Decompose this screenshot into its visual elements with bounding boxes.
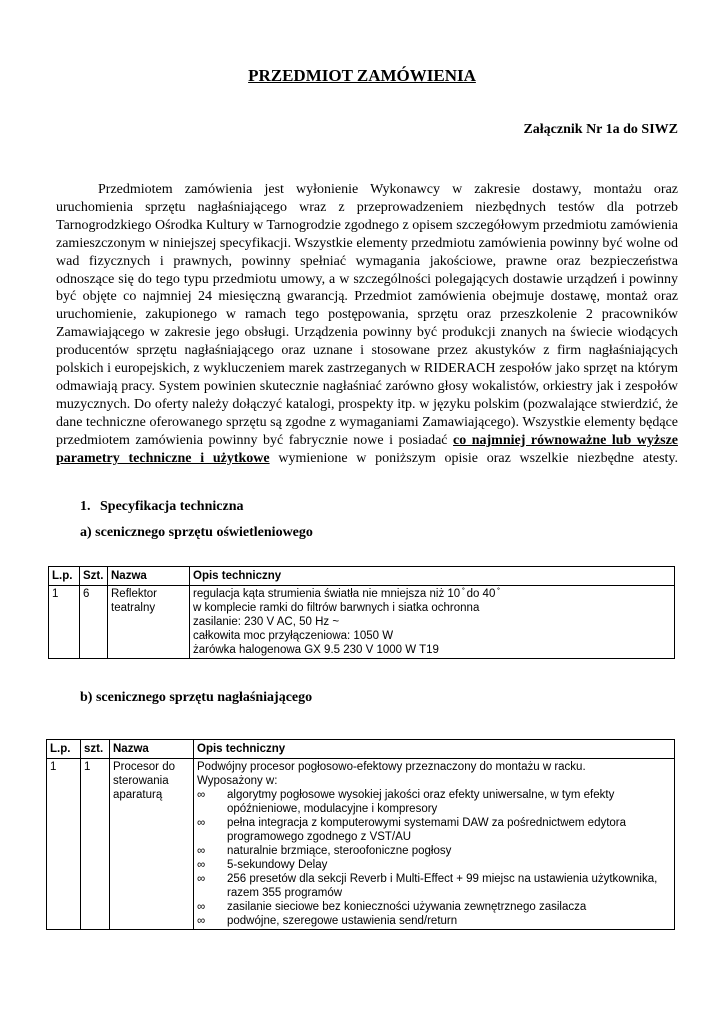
infinity-bullet-icon: ∞	[197, 873, 206, 885]
list-item-text: podwójne, szeregowe ustawienia send/return	[227, 915, 458, 927]
cell-qty: 6	[80, 586, 108, 659]
header-qty: szt.	[81, 740, 110, 759]
list-item-text: zasilanie sieciowe bez konieczności używania zewnętrznego zasilacza	[227, 901, 587, 913]
infinity-bullet-icon: ∞	[197, 915, 206, 927]
infinity-bullet-icon: ∞	[197, 845, 206, 857]
header-lp: L.p.	[47, 740, 81, 759]
header-qty: Szt.	[80, 567, 108, 586]
list-item	[197, 816, 671, 844]
list-item-text: pełna integracja z komputerowymi systemami DAW za pośrednictwem edytora programowego zgodnego z VST/AU	[227, 817, 627, 843]
table-row	[47, 759, 675, 930]
list-item	[197, 914, 671, 928]
table-row	[49, 586, 675, 659]
list-item-text: algorytmy pogłosowe wysokiej jakości oraz efekty uniwersalne, w tym efekty opóźnieniowe, modulacyjne i kompresory	[227, 789, 615, 815]
cell-description	[194, 759, 675, 930]
list-item	[197, 900, 671, 914]
header-description: Opis techniczny	[190, 567, 675, 586]
list-item	[197, 858, 671, 872]
cell-description	[190, 586, 675, 659]
intro-text: Przedmiotem zamówienia jest wyłonienie Wykonawcy w zakresie dostawy, montażu oraz uruchomienia sprzętu nagłaśniającego wraz z przeprowadzeniem niezbędnych testów dla potrzeb Tarnogrodzkiego Ośrodka Kultury w Tarnogrodzie zgodnego z opisem szczegółowym przedmiotu zamówienia zamieszczonym w niniejszej specyfikacji. Wszystkie elementy przedmiotu zamówienia powinny być wolne od wad fizycznych i prawnych, powinny spełniać wymagania jakościowe, prawne oraz bezpieczeństwa odnoszące się do tego typu przedmiotu umowy, a w szczególności polegających dostawie urządzeń i powinny być objęte co najmniej 24 miesięczną gwarancją. Przedmiot zamówienia obejmuje dostawę, montaż oraz uruchomienie, zakupionego w ramach tego postępowania, sprzętu oraz przeszkolenie 2 pracowników Zamawiającego w zakresie jego obsługi. Urządzenia powinny być produkcji znanych na świecie wiodących producentów sprzętu nagłaśniającego oraz uznane i stosowane przez akustyków z firm nagłaśniających polskich i europejskich, z wykluczeniem marek zastrzeganych w RIDERACH zespołów jako sprzęt na którym odmawiają pracy. System powinien skutecznie nagłaśniać zarówno głosy wokalistów, orkiestry jak i zespołów muzycznych. Do oferty należy dołączyć katalogi, prospekty itp. w języku polskim (pozwalające stwierdzić, że dane techniczne oferowanego sprzętu są zgodne z wymaganiami Zamawiającego). Wszystkie elementy będące przedmiotem zamówienia powinny być fabrycznie nowe i posiadać	[56, 182, 678, 448]
list-item	[197, 872, 671, 900]
desc-intro: Wyposażony w:	[197, 775, 278, 787]
section-number: 1.	[80, 499, 91, 514]
desc-intro: Podwójny procesor pogłosowo-efektowy przeznaczony do montażu w racku.	[197, 761, 586, 773]
cell-lp: 1	[49, 586, 80, 659]
desc-line: żarówka halogenowa GX 9.5 230 V 1000 W T19	[193, 644, 439, 656]
infinity-bullet-icon: ∞	[197, 789, 206, 801]
section-label: Specyfikacja techniczna	[100, 499, 244, 514]
subsection-sound: b) scenicznego sprzętu nagłaśniającego	[80, 690, 313, 705]
header-lp: L.p.	[49, 567, 80, 586]
page-title: PRZEDMIOT ZAMÓWIENIA	[248, 66, 476, 85]
desc-line: zasilanie: 230 V AC, 50 Hz ~	[193, 616, 340, 628]
table-header-row	[49, 567, 675, 586]
intro-emphasis: co najmniej równoważne lub wyższe parametry techniczne i użytkowe	[56, 432, 678, 466]
lighting-table	[48, 566, 675, 659]
infinity-bullet-icon: ∞	[197, 859, 206, 871]
cell-qty: 1	[81, 759, 110, 930]
table-header-row	[47, 740, 675, 759]
cell-name: Procesor do sterowania aparaturą	[110, 759, 194, 930]
list-item	[197, 844, 671, 858]
subsection-lighting: a) scenicznego sprzętu oświetleniowego	[80, 525, 313, 540]
intro-tail: wymienione w poniższym opisie oraz wszelkie niezbędne atesty.	[278, 450, 678, 466]
intro-paragraph	[56, 181, 678, 468]
header-name: Nazwa	[108, 567, 190, 586]
header-description: Opis techniczny	[194, 740, 675, 759]
list-item-text: naturalnie brzmiące, steroofoniczne pogłosy	[227, 845, 452, 857]
desc-line: całkowita moc przyłączeniowa: 1050 W	[193, 630, 394, 642]
infinity-bullet-icon: ∞	[197, 901, 206, 913]
infinity-bullet-icon: ∞	[197, 817, 206, 829]
list-item	[197, 788, 671, 816]
sound-table	[46, 739, 675, 930]
list-item-text: 5-sekundowy Delay	[227, 859, 328, 871]
cell-name: Reflektor teatralny	[108, 586, 190, 659]
header-name: Nazwa	[110, 740, 194, 759]
feature-list	[197, 788, 671, 928]
desc-line: regulacja kąta strumienia światła nie mniejsza niż 10 ̊ do 40 ̊	[193, 588, 499, 600]
list-item-text: 256 presetów dla sekcji Reverb i Multi-Effect + 99 miejsc na ustawienia użytkownika, razem 355 programów	[227, 873, 658, 899]
section-heading	[80, 499, 243, 515]
desc-line: w komplecie ramki do filtrów barwnych i siatka ochronna	[193, 602, 480, 614]
cell-lp: 1	[47, 759, 81, 930]
annex-label: Załącznik Nr 1a do SIWZ	[523, 122, 678, 137]
